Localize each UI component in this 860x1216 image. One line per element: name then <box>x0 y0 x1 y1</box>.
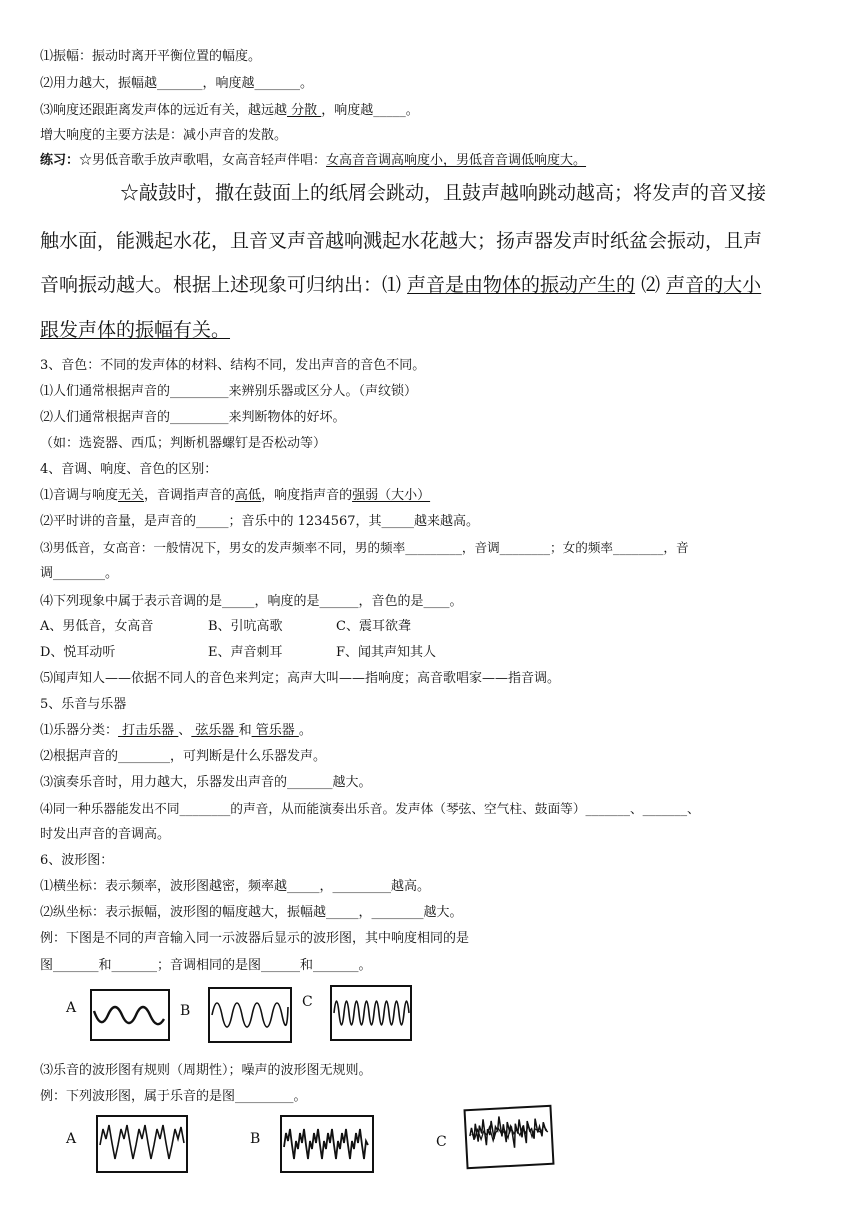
line-4-5: ⑸闻声知人——依据不同人的音色来判定；高声大叫——指响度；高音歌唱家——指音调。 <box>40 671 561 686</box>
paragraph-line-1: ☆敲鼓时，撒在鼓面上的纸屑会跳动，且鼓声越响跳动越高；将发声的音叉接 <box>120 182 767 204</box>
answer-underlined: 无关 <box>118 488 145 503</box>
figure1-label-c: C <box>302 994 313 1010</box>
line-method: 增大响度的主要方法是：减小声音的发散。 <box>40 128 288 143</box>
figure1-label-b: B <box>180 1003 191 1019</box>
answer-underlined: 女高音音调高响度小，男低音音调低响度大。 <box>326 153 587 168</box>
line-4-3-cont: 调________。 <box>40 566 119 581</box>
text-segment: 音响振动越大。根据上述现象可归纳出：⑴ <box>40 274 408 296</box>
answer-underlined: 声音的大小 <box>666 274 762 296</box>
figure1-label-a: A <box>66 1000 77 1016</box>
line-6-example-1-cont: 图_______和_______；音调相同的是图______和_______。 <box>40 958 372 973</box>
figure2-label-b: B <box>250 1131 261 1147</box>
text-segment: ☆男低音歌手放声歌唱，女高音轻声伴唱： <box>79 153 327 168</box>
text-segment: ，响度越_____。 <box>321 103 419 118</box>
option-b: B、引吭高歌 <box>208 619 283 634</box>
answer-underlined: 管乐器 <box>251 723 299 738</box>
figure2-label-a: A <box>66 1131 77 1147</box>
line-5-4-cont: 时发出声音的音调高。 <box>40 827 171 842</box>
waveform-b-periodic <box>280 1115 374 1173</box>
text-segment: ⑵ <box>635 274 667 296</box>
option-c: C、震耳欲聋 <box>336 619 411 634</box>
paragraph-line-4: 跟发声体的振幅有关。 <box>40 319 231 341</box>
text-segment: 、 <box>178 723 192 738</box>
section-3-heading: 3、音色：不同的发声体的材料、结构不同，发出声音的音色不同。 <box>40 358 426 373</box>
line-force-amplitude: ⑵用力越大，振幅越_______，响度越_______。 <box>40 76 314 91</box>
line-5-2: ⑵根据声音的________，可判断是什么乐器发声。 <box>40 749 327 764</box>
line-exercise <box>40 152 586 170</box>
line-5-3: ⑶演奏乐音时，用力越大，乐器发出声音的_______越大。 <box>40 775 372 790</box>
option-f: F、闻其声知其人 <box>336 645 437 660</box>
text-segment: ⑴音调与响度 <box>40 488 119 503</box>
answer-underlined: 声音是由物体的振动产生的 <box>407 274 636 296</box>
line-distance-loudness <box>40 102 419 120</box>
line-3-3: （如：选瓷器、西瓜；判断机器螺钉是否松动等） <box>40 436 327 451</box>
line-5-1 <box>40 722 312 740</box>
line-4-3: ⑶男低音，女高音：一般情况下，男女的发声频率不同，男的频率_________，音调________；女的频率________，音 <box>40 540 689 555</box>
line-3-1: ⑴人们通常根据声音的_________来辨别乐器或区分人。（声纹锁） <box>40 384 418 399</box>
waveform-c-noise <box>462 1104 556 1170</box>
text-segment: 。 <box>298 723 312 738</box>
text-segment: ，音调指声音的 <box>144 488 236 503</box>
answer-underlined: 高低 <box>235 488 262 503</box>
line-6-2: ⑵纵坐标：表示振幅，波形图的幅度越大，振幅越_____，________越大。 <box>40 905 463 920</box>
paragraph-line-2: 触水面，能溅起水花，且音叉声音越响溅起水花越大；扬声器发声时纸盆会振动，且声 <box>40 230 763 252</box>
answer-underlined: 强弱（大小） <box>352 488 431 503</box>
option-a: A、男低音，女高音 <box>40 619 154 634</box>
text-segment: ⑶响度还跟距离发声体的远近有关，越远越 <box>40 103 288 118</box>
figure2-label-c: C <box>436 1134 447 1150</box>
option-d: D、悦耳动听 <box>40 645 116 660</box>
line-5-4: ⑷同一种乐器能发出不同________的声音，从而能演奏出乐音。发声体（琴弦、空气柱、鼓面等）_______、_______、 <box>40 801 700 816</box>
line-6-example-1: 例：下图是不同的声音输入同一示波器后显示的波形图，其中响度相同的是 <box>40 931 470 946</box>
text-segment: ⑴乐器分类： <box>40 723 119 738</box>
text-segment: 和 <box>238 723 252 738</box>
section-6-heading: 6、波形图： <box>40 853 114 868</box>
line-6-example-2: 例：下列波形图，属于乐音的是图_________。 <box>40 1089 307 1104</box>
answer-underlined: 打击乐器 <box>118 723 179 738</box>
waveform-a-periodic <box>96 1115 188 1173</box>
section-5-heading: 5、乐音与乐器 <box>40 697 127 712</box>
option-e: E、声音刺耳 <box>208 645 283 660</box>
section-4-heading: 4、音调、响度、音色的区别： <box>40 462 218 477</box>
line-3-2: ⑵人们通常根据声音的_________来判断物体的好坏。 <box>40 410 346 425</box>
paragraph-line-3 <box>40 272 761 298</box>
waveform-a-sine-low <box>90 989 170 1041</box>
answer-underlined: 分散 <box>287 103 322 118</box>
line-6-3: ⑶乐音的波形图有规则（周期性）；噪声的波形图无规则。 <box>40 1063 372 1078</box>
line-4-1 <box>40 487 430 505</box>
line-6-1: ⑴横坐标：表示频率，波形图越密，频率越_____，_________越高。 <box>40 879 431 894</box>
line-4-4: ⑷下列现象中属于表示音调的是_____，响度的是______，音色的是____。 <box>40 594 463 609</box>
text-segment: ，响度指声音的 <box>261 488 353 503</box>
line-amplitude-def: ⑴振幅：振动时离开平衡位置的幅度。 <box>40 49 262 64</box>
exercise-label: 练习： <box>40 153 80 168</box>
waveform-c-sine-high <box>330 985 412 1041</box>
waveform-b-sine-mid <box>208 987 292 1043</box>
answer-underlined: 弦乐器 <box>191 723 239 738</box>
line-4-2: ⑵平时讲的音量，是声音的_____；音乐中的 1234567，其_____越来越高。 <box>40 514 480 529</box>
